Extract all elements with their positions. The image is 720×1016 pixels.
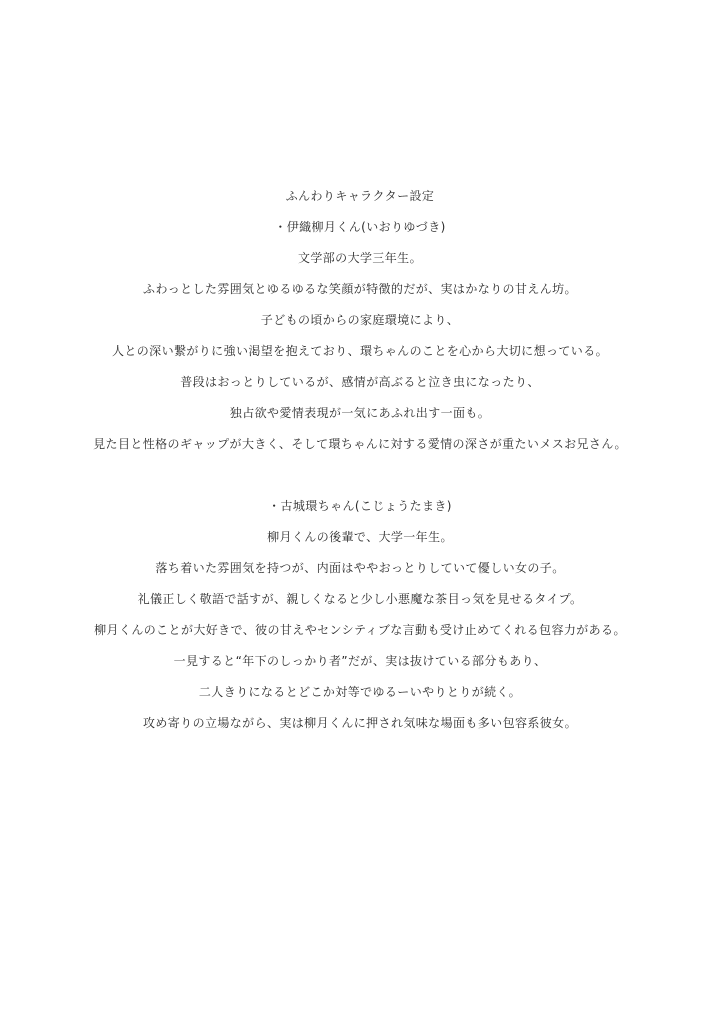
character1-heading: ・伊織柳月くん(いおりゆづき) bbox=[274, 220, 446, 234]
character2-line: 落ち着いた雰囲気を持つが、内面はややおっとりしていて優しい女の子。 bbox=[155, 561, 565, 575]
document-body bbox=[0, 188, 720, 746]
character2-line: 攻め寄りの立場ながら、実は柳月くんに押され気味な場面も多い包容系彼女。 bbox=[142, 716, 577, 730]
character1-line: 普段はおっとりしているが、感情が高ぶると泣き虫になったり、 bbox=[180, 375, 540, 389]
document-title: ふんわりキャラクター設定 bbox=[285, 189, 435, 203]
character1-line: ふわっとした雰囲気とゆるゆるな笑顔が特徴的だが、実はかなりの甘えん坊。 bbox=[143, 282, 577, 296]
character1-line: 子どもの頃からの家庭環境により、 bbox=[260, 313, 460, 327]
character1-line: 人との深い繋がりに強い渇望を抱えており、環ちゃんのことを心から大切に想っている。 bbox=[111, 344, 608, 358]
character2-line: 一見すると“年下のしっかり者”だが、実は抜けている部分もあり、 bbox=[173, 654, 547, 668]
character1-line: 文学部の大学三年生。 bbox=[297, 251, 422, 265]
character1-line: 見た目と性格のギャップが大きく、そして環ちゃんに対する愛情の深さが重たいメスお兄さん。 bbox=[93, 437, 627, 451]
section-spacer bbox=[0, 467, 720, 498]
character1-line: 独占欲や愛情表現が一気にあふれ出す一面も。 bbox=[229, 406, 491, 420]
character2-line: 柳月くんのことが大好きで、彼の甘えやセンシティブな言動も受け止めてくれる包容力がある。 bbox=[94, 623, 626, 637]
character2-line: 柳月くんの後輩で、大学一年生。 bbox=[267, 530, 453, 544]
character2-heading: ・古城環ちゃん(こじょうたまき) bbox=[268, 499, 452, 513]
character2-line: 礼儀正しく敬語で話すが、親しくなると少し小悪魔な茶目っ気を見せるタイプ。 bbox=[137, 592, 583, 606]
character2-line: 二人きりになるとどこか対等でゆるーいやりとりが続く。 bbox=[198, 685, 522, 699]
